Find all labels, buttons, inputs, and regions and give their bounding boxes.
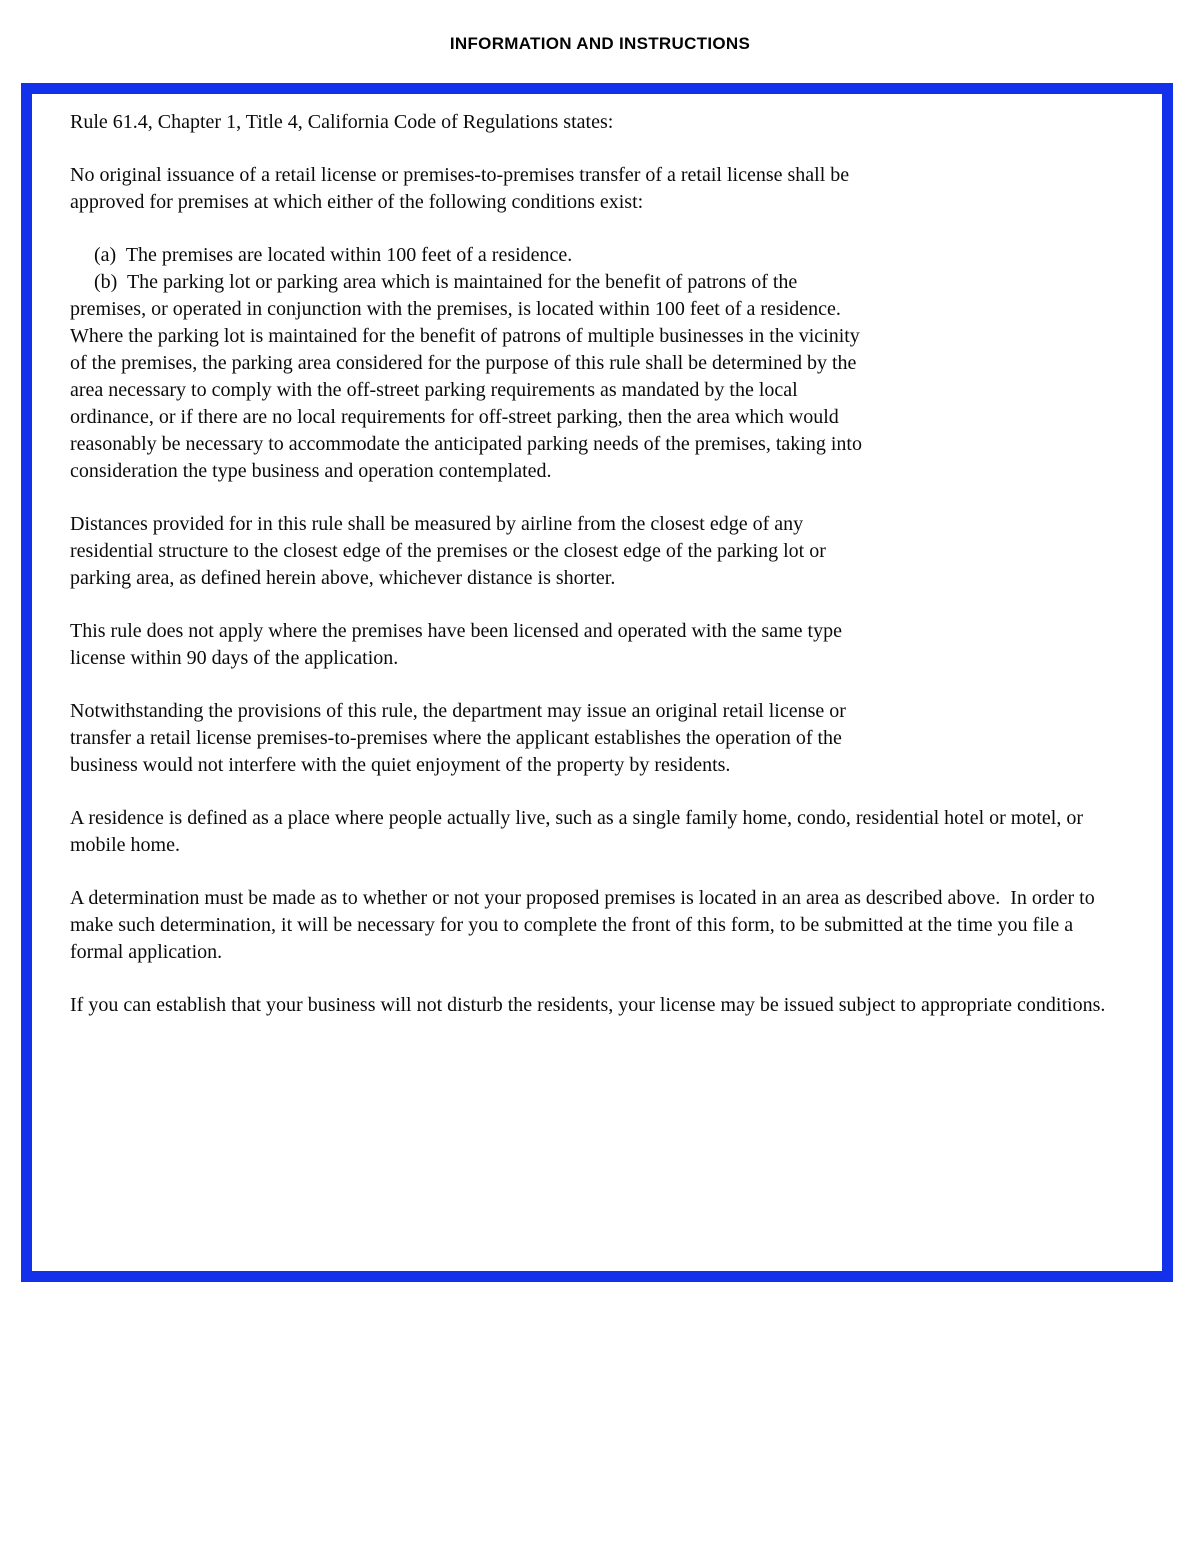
quote-notwithstanding-paragraph: Notwithstanding the provisions of this rule, the department may issue an original retail license or transfer a retail license premises-to-premises where the applicant establishes the operation of the business would not interfere with the quiet enjoyment of the property by residents.	[70, 700, 851, 776]
page-title: INFORMATION AND INSTRUCTIONS	[449, 34, 751, 53]
rule-intro-line: Rule 61.4, Chapter 1, Title 4, California Code of Regulations states:	[70, 111, 614, 133]
quote-90-day-exception-paragraph: This rule does not apply where the premises have been licensed and operated with the same type license within 90 days of the application.	[70, 620, 847, 669]
determination-paragraph: A determination must be made as to whether or not your proposed premises is located in an area as described above. In order to make such determination, it will be necessary for you to complete the front of this form, to be submitted at the time you file a formal application.	[70, 887, 1100, 963]
quote-item-a: (a) The premises are located within 100 feet of a residence.	[94, 244, 573, 266]
quote-opening-paragraph: No original issuance of a retail license or premises-to-premises transfer of a retail license shall be approved for premises at which either of the following conditions exist:	[70, 164, 855, 213]
quote-measurement-paragraph: Distances provided for in this rule shall be measured by airline from the closest edge of any residential structure to the closest edge of the premises or the closest edge of the parking lot or parking area, as defined herein above, whichever distance is shorter.	[70, 513, 831, 589]
establish-business-paragraph: If you can establish that your business will not disturb the residents, your license may be issued subject to appropriate conditions.	[70, 994, 1106, 1016]
rule-text-box	[21, 83, 1173, 1282]
quote-item-b: (b) The parking lot or parking area which is maintained for the benefit of patrons of the premises, or operated in conjunction with the premises, is located within 100 feet of a residence. Where the parking lot is maintained for the benefit of patrons of multiple businesses in the vicinity of the premises, the parking area considered for the purpose of this rule shall be determined by the area necessary to comply with the off-street parking requirements as mandated by the local ordinance, or if there are no local requirements for off-street parking, then the area which would reasonably be necessary to accommodate the anticipated parking needs of the premises, taking into consideration the type business and operation contemplated.	[70, 271, 867, 482]
residence-definition-paragraph: A residence is defined as a place where people actually live, such as a single family home, condo, residential hotel or motel, or mobile home.	[70, 807, 1088, 856]
